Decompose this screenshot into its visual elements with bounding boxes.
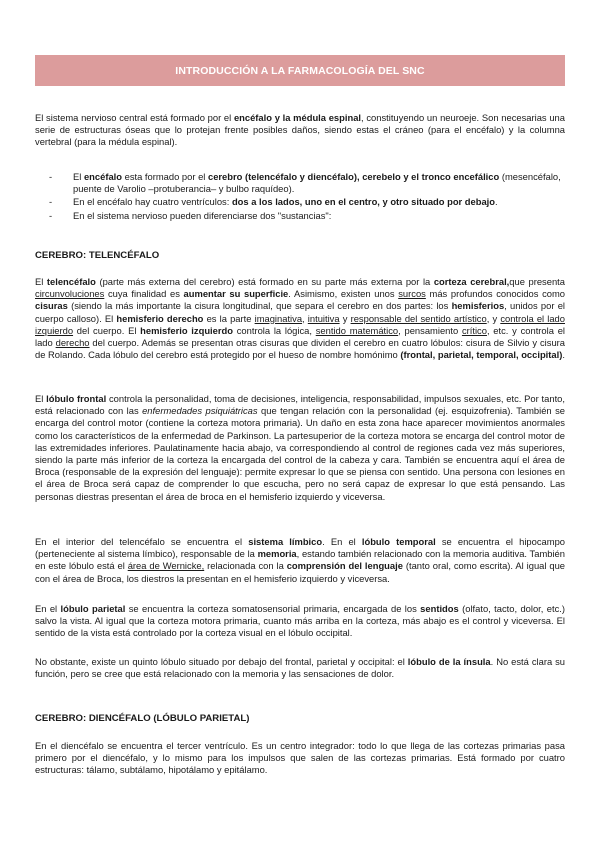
bullet-item: - En el sistema nervioso pueden diferenciarse dos "sustancias":: [35, 210, 565, 222]
document-title: INTRODUCCIÓN A LA FARMACOLOGÍA DEL SNC: [175, 64, 425, 77]
title-banner: [35, 55, 565, 86]
parietal-lobe-paragraph: En el lóbulo parietal se encuentra la corteza somatosensorial primaria, encargada de los sentidos (olfato, tacto, dolor, etc.) salvo la vista. Al igual que la corteza motora primaria, cuanto más arriba en la corteza, más abajo es el control y viceversa. El sentido de la vista está controlado por la corteza visual en el lóbulo occipital.: [35, 603, 565, 639]
encephalon-bullet-list: [35, 171, 565, 223]
bullet-item: - En el encéfalo hay cuatro ventrículos: dos a los lados, uno en el centro, y otro situado por debajo.: [35, 196, 565, 208]
bullet-item: - El encéfalo esta formado por el cerebro (telencéfalo y diencéfalo), cerebelo y el tronco encefálico (mesencéfalo, puente de Varolio –protuberancia– y bulbo raquídeo).: [35, 171, 565, 195]
insula-paragraph: No obstante, existe un quinto lóbulo situado por debajo del frontal, parietal y occipital: el lóbulo de la ínsula. No está clara su función, pero se cree que está relacionado con la memoria y las sensaciones de dolor.: [35, 656, 566, 680]
temporal-lobe-paragraph: En el interior del telencéfalo se encuentra el sistema límbico. En el lóbulo temporal se encuentra el hipocampo (perteneciente al sistema límbico), responsable de la memoria, estando también relacionado con la memoria auditiva. También en este lóbulo está el área de Wernicke, relacionada con la comprensión del lenguaje (tanto oral, como escrita). Al igual que con el área de Broca, los diestros la presentan en el hemisferio izquierdo y viceversa.: [35, 536, 566, 584]
telencephalon-paragraph: El telencéfalo (parte más externa del cerebro) está formado en su parte más externa por la corteza cerebral,que presenta circunvoluciones cuya finalidad es aumentar su superficie. Asimismo, existen unos surcos más profundos conocidos como cisuras (siendo la más importante la cisura longitudinal, que separa el cerebro en dos partes: los hemisferios, unidos por el cuerpo calloso). El hemisferio derecho es la parte imaginativa, intuitiva y responsable del sentido artístico, y controla el lado izquierdo del cuerpo. El hemisferio izquierdo controla la lógica, sentido matemático, pensamiento crítico, etc. y controla el lado derecho del cuerpo. Además se presentan otras cisuras que dividen el cerebro en cuatro lóbulos: cisura de Silvio y cisura de Rolando. Cada lóbulo del cerebro está protegido por el hueso de nombre homónimo (frontal, parietal, temporal, occipital).: [35, 276, 566, 361]
diencephalon-paragraph: En el diencéfalo se encuentra el tercer ventrículo. Es un centro integrador: todo lo que llega de las cortezas primarias pasa primero por el diencéfalo, y lo mismo para los impulsos que salen de las cortezas primarias. Está formado por cuatro estructuras: tálamo, subtálamo, hipotálamo y epitálamo.: [35, 740, 565, 776]
intro-paragraph: El sistema nervioso central está formado por el encéfalo y la médula espinal, constituyendo un neuroeje. Son necesarias una serie de estructuras óseas que lo protejan frente posibles daños, siendo estas el cráneo (para el encéfalo) y la columna vertebral (para la médula espinal).: [35, 112, 565, 148]
section-heading-diencefalo: CEREBRO: DIENCÉFALO (LÓBULO PARIETAL): [35, 713, 250, 724]
frontal-lobe-paragraph: El lóbulo frontal controla la personalidad, toma de decisiones, inteligencia, responsabilidad, impulsos sexuales, etc. Por tanto, está relacionado con las enfermedades psiquiátricas que tengan relación con la personalidad (ej. esquizofrenia). También se encarga del control motor (contiene la corteza motora primaria). Un daño en esta zona hace aparecer movimientos anormales como los característicos de la enfermedad de Parkinson. La partesuperior de la corteza motora se encarga del control motor de las extremidades inferiores. Paulatinamente hacia abajo, va correspondiendo al control de regiones cada vez más superiores, siendo la parte más inferior de la corteza la encargada del control de la cabeza y cara. También se encuentra aquí el área de Broca (responsable de la expresión del lenguaje): permite expresar lo que se piensa con sentido. Una persona con lesiones en el área de Broca será capaz de comprender lo que escucha, pero no será capaz de expresar lo que está pensando. Las personas diestras presentan el área de broca en el hemisferio izquierdo y viceversa.: [35, 393, 565, 502]
section-heading-telencefalo: CEREBRO: TELENCÉFALO: [35, 250, 160, 261]
